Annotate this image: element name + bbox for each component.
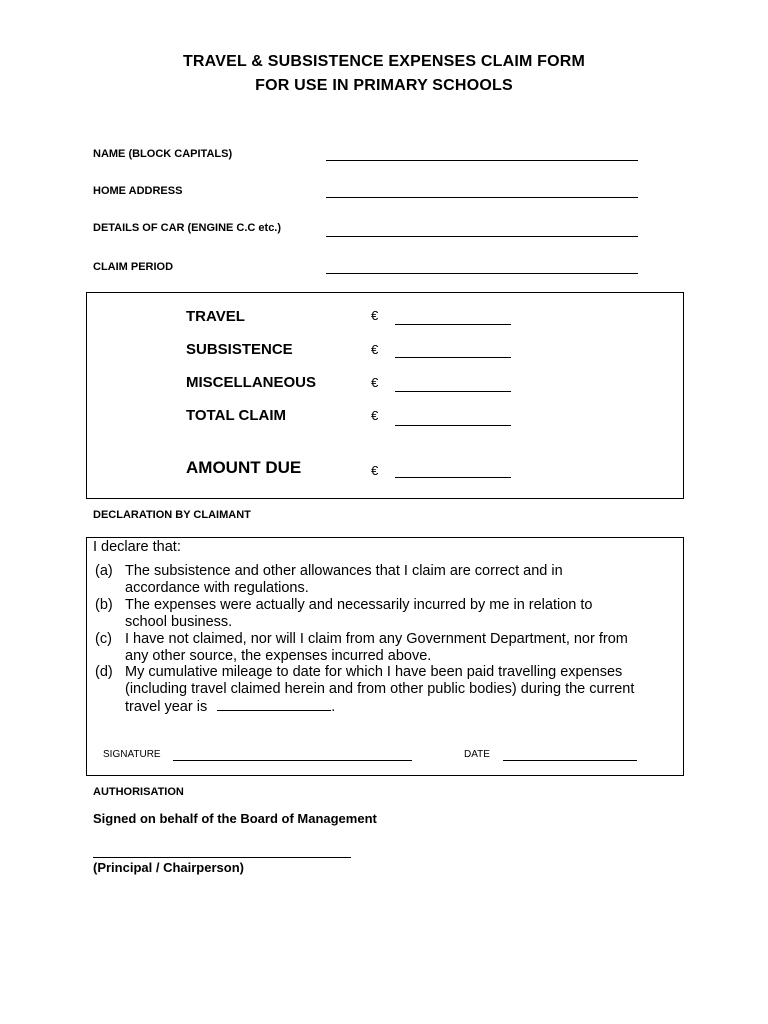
mileage-field[interactable] xyxy=(217,698,331,711)
euro-symbol: € xyxy=(371,375,379,390)
item-line: any other source, the expenses incurred above. xyxy=(125,648,432,664)
amount-due-field[interactable] xyxy=(395,477,511,478)
item-letter: (d) xyxy=(95,664,113,680)
amounts-box xyxy=(86,292,684,499)
declaration-intro: I declare that: xyxy=(93,539,181,555)
total-claim-amount-field[interactable] xyxy=(395,425,511,426)
name-field[interactable] xyxy=(326,160,638,161)
date-field[interactable] xyxy=(503,760,637,761)
miscellaneous-amount-field[interactable] xyxy=(395,391,511,392)
authorisation-signature-field[interactable] xyxy=(93,857,351,858)
home-address-field[interactable] xyxy=(326,197,638,198)
item-letter: (b) xyxy=(95,597,113,613)
item-letter: (c) xyxy=(95,631,112,647)
euro-symbol: € xyxy=(371,408,379,423)
item-letter: (a) xyxy=(95,563,113,579)
claim-period-label: CLAIM PERIOD xyxy=(93,261,174,273)
item-line: school business. xyxy=(125,614,233,630)
subsistence-amount-field[interactable] xyxy=(395,357,511,358)
home-address-label: HOME ADDRESS xyxy=(93,185,183,197)
date-label: DATE xyxy=(464,749,490,760)
signed-on-behalf-text: Signed on behalf of the Board of Management xyxy=(93,811,377,826)
mileage-period: . xyxy=(331,699,336,715)
name-label: NAME (BLOCK CAPITALS) xyxy=(93,148,233,160)
principal-chairperson-text: (Principal / Chairperson) xyxy=(93,860,244,875)
total-claim-label: TOTAL CLAIM xyxy=(186,407,286,424)
item-line: I have not claimed, nor will I claim from any Government Department, nor from xyxy=(125,631,628,647)
euro-symbol: € xyxy=(371,463,379,478)
car-details-label: DETAILS OF CAR (ENGINE C.C etc.) xyxy=(93,222,282,234)
amount-due-label: AMOUNT DUE xyxy=(186,458,302,477)
authorisation-heading: AUTHORISATION xyxy=(93,786,184,798)
signature-label: SIGNATURE xyxy=(103,749,161,760)
subsistence-label: SUBSISTENCE xyxy=(186,341,293,358)
declaration-heading: DECLARATION BY CLAIMANT xyxy=(93,509,251,521)
form-subtitle: FOR USE IN PRIMARY SCHOOLS xyxy=(255,77,513,94)
mileage-text: travel year is xyxy=(125,699,208,715)
item-line: The subsistence and other allowances that I claim are correct and in xyxy=(125,563,563,579)
miscellaneous-label: MISCELLANEOUS xyxy=(186,374,317,391)
travel-amount-field[interactable] xyxy=(395,324,511,325)
form-title: TRAVEL & SUBSISTENCE EXPENSES CLAIM FORM xyxy=(182,53,586,70)
signature-field[interactable] xyxy=(173,760,412,761)
euro-symbol: € xyxy=(371,308,379,323)
item-line-mileage xyxy=(125,698,685,716)
claim-period-field[interactable] xyxy=(326,273,638,274)
euro-symbol: € xyxy=(371,342,379,357)
car-details-field[interactable] xyxy=(326,236,638,237)
item-line: My cumulative mileage to date for which I have been paid travelling expenses xyxy=(125,664,623,680)
item-line: (including travel claimed herein and from other public bodies) during the current xyxy=(125,681,635,697)
travel-label: TRAVEL xyxy=(186,308,245,325)
item-line: The expenses were actually and necessarily incurred by me in relation to xyxy=(125,597,593,613)
item-line: accordance with regulations. xyxy=(125,580,309,596)
